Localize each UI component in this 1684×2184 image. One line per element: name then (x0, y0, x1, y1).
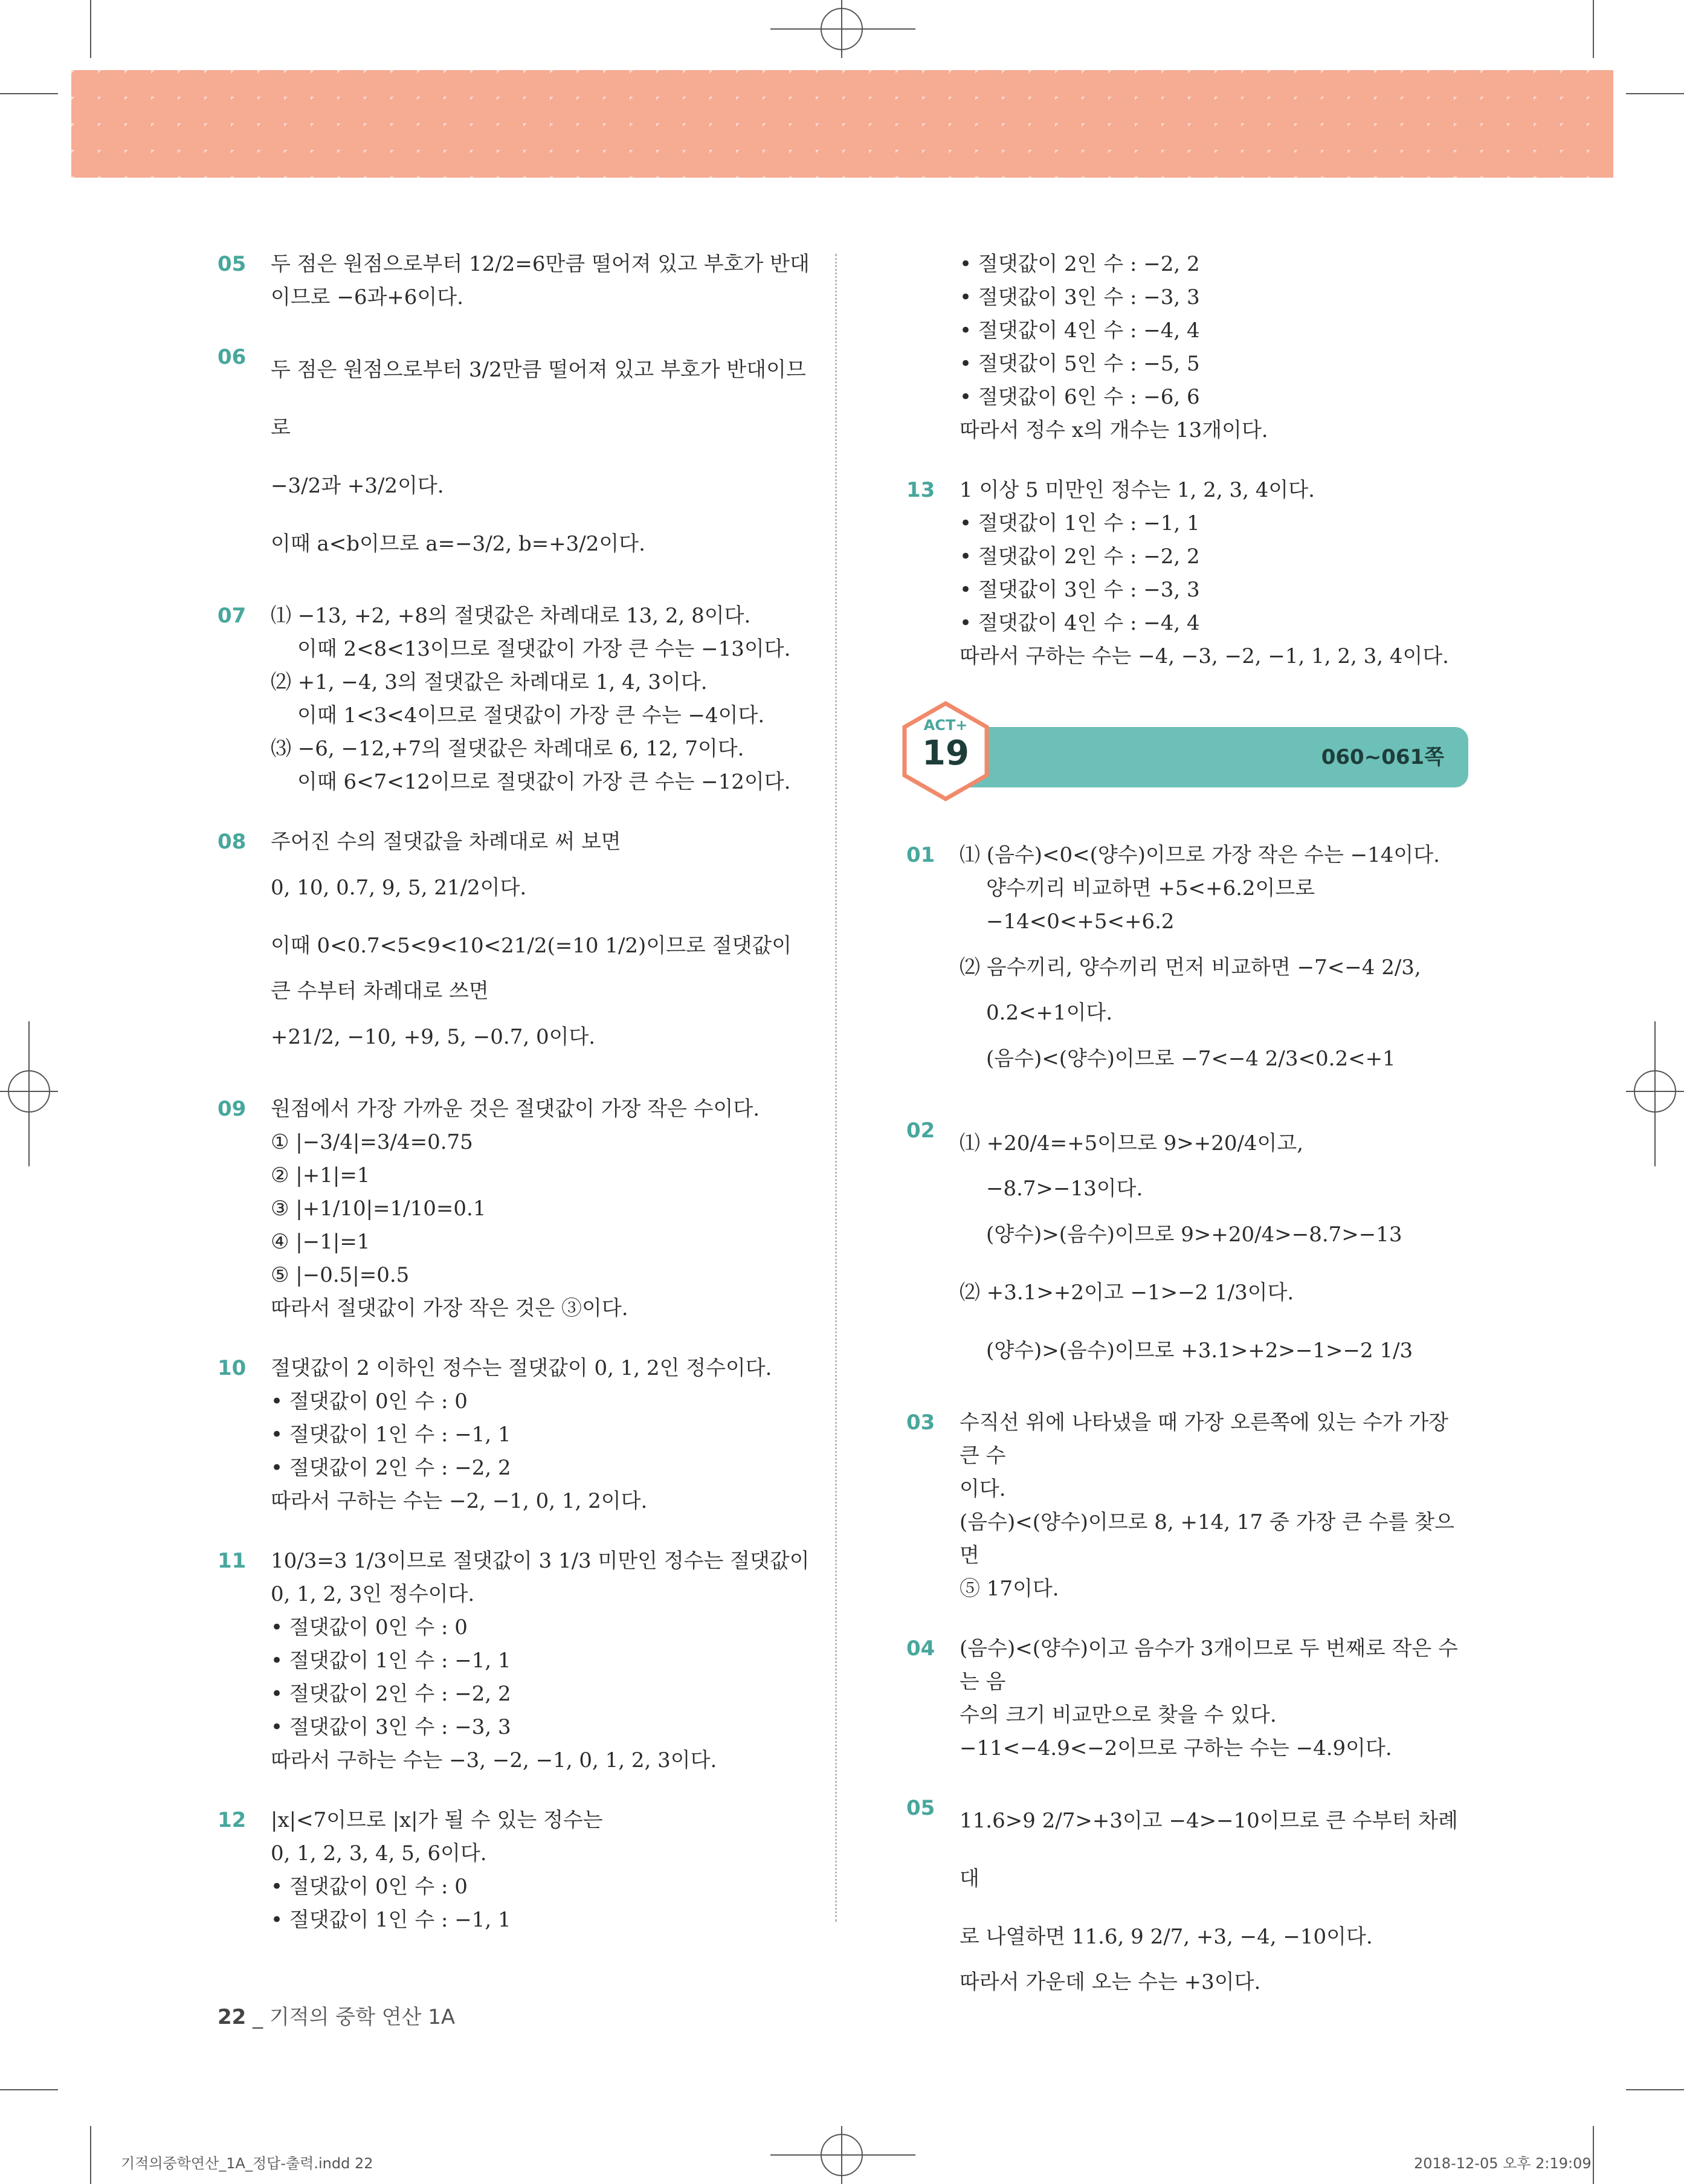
solution-line: • 절댓값이 1인 수 : −1, 1 (271, 1423, 511, 1447)
solution-line: 10/3=3 1/3이므로 절댓값이 3 1/3 미만인 정수는 절댓값이 (271, 1549, 810, 1573)
solution-line: |x|<7이므로 |x|가 될 수 있는 정수는 (271, 1808, 603, 1832)
footer-separator: _ (253, 2005, 263, 2029)
solution-line: 이때 6<7<12이므로 절댓값이 가장 큰 수는 −12이다. (297, 770, 791, 794)
header-band (71, 70, 1613, 178)
solution-line: ⑤ 17이다. (960, 1577, 1059, 1601)
problem-13 (906, 474, 1468, 673)
solution-line: 따라서 구하는 수는 −3, −2, −1, 0, 1, 2, 3이다. (271, 1748, 717, 1772)
problem-08 (218, 825, 822, 1066)
solution-line: 이때 0<0.7<5<9<10<21/2(=10 1/2)이므로 절댓값이 (271, 934, 792, 958)
solution-line: • 절댓값이 0인 수 : 0 (271, 1615, 468, 1640)
solution-line: ① |−3/4|=3/4=0.75 (271, 1130, 473, 1154)
solution-line: • 절댓값이 3인 수 : −3, 3 (960, 578, 1200, 602)
solution-line: 양수끼리 비교하면 +5<+6.2이므로 (986, 876, 1315, 900)
problem-06 (218, 341, 822, 573)
problem-number: 10 (218, 1356, 247, 1380)
problem-number: 13 (906, 478, 935, 502)
problem-number: 01 (906, 843, 935, 867)
solution-line: ④ |−1|=1 (271, 1230, 370, 1254)
solution-line: (음수)<(양수)이므로 8, +14, 17 중 가장 큰 수를 찾으면 (960, 1510, 1454, 1568)
solution-line: • 절댓값이 4인 수 : −4, 4 (960, 611, 1200, 635)
problem-act-04 (906, 1632, 1468, 1765)
solution-line: ⑴ (음수)<0<(양수)이므로 가장 작은 수는 −14이다. (960, 843, 1440, 867)
solution-line: (음수)<(양수)이고 음수가 3개이므로 두 번째로 작은 수는 음 (960, 1636, 1458, 1694)
solution-line: • 절댓값이 1인 수 : −1, 1 (271, 1649, 511, 1673)
problem-12 (218, 1804, 822, 1937)
problem-number: 05 (218, 252, 247, 276)
act-label: ACT+ (923, 717, 968, 734)
act-page-range: 060~061쪽 (1321, 745, 1444, 769)
solution-line: ⑴ +20/4=+5이므로 9>+20/4이고, (960, 1131, 1304, 1155)
solution-line: 0.2<+1이다. (986, 1001, 1113, 1025)
solution-line: 0, 1, 2, 3, 4, 5, 6이다. (271, 1841, 487, 1866)
solution-line: 수직선 위에 나타냈을 때 가장 오른쪽에 있는 수가 가장 큰 수 (960, 1410, 1449, 1468)
print-slug-datetime: 2018-12-05 오후 2:19:09 (1414, 2155, 1592, 2172)
solution-line: 원점에서 가장 가까운 것은 절댓값이 가장 작은 수이다. (271, 1097, 760, 1121)
problem-number: 02 (906, 1119, 935, 1143)
solution-line: ⑤ |−0.5|=0.5 (271, 1263, 410, 1287)
solution-line: ③ |+1/10|=1/10=0.1 (271, 1197, 486, 1221)
solution-line: −11<−4.9<−2이므로 구하는 수는 −4.9이다. (960, 1736, 1392, 1760)
problem-act-02 (906, 1114, 1468, 1380)
solution-line: 두 점은 원점으로부터 3/2만큼 떨어져 있고 부호가 반대이므로 (271, 358, 806, 440)
problem-number: 06 (218, 345, 247, 369)
solution-line: +21/2, −10, +9, 5, −0.7, 0이다. (271, 1025, 596, 1049)
act-number: 19 (922, 734, 969, 773)
problem-number: 09 (218, 1097, 247, 1121)
solution-line: 이때 1<3<4이므로 절댓값이 가장 큰 수는 −4이다. (297, 703, 765, 728)
solution-line: 따라서 정수 x의 개수는 13개이다. (960, 418, 1268, 442)
solution-line: 두 점은 원점으로부터 12/2=6만큼 떨어져 있고 부호가 반대 (271, 252, 810, 276)
solution-line: 로 나열하면 11.6, 9 2/7, +3, −4, −10이다. (960, 1925, 1373, 1949)
solution-line: 절댓값이 2 이하인 정수는 절댓값이 0, 1, 2인 정수이다. (271, 1356, 772, 1380)
problem-05 (218, 248, 822, 314)
left-column (218, 248, 822, 1963)
problem-number: 03 (906, 1410, 935, 1435)
solution-line: 따라서 구하는 수는 −2, −1, 0, 1, 2이다. (271, 1489, 648, 1513)
act-bar (949, 727, 1468, 787)
solution-line: • 절댓값이 0인 수 : 0 (271, 1875, 468, 1899)
solution-line: ⑵ 음수끼리, 양수끼리 먼저 비교하면 −7<−4 2/3, (960, 955, 1421, 980)
solution-line: 주어진 수의 절댓값을 차례대로 써 보면 (271, 830, 621, 854)
solution-line: • 절댓값이 0인 수 : 0 (271, 1389, 468, 1413)
solution-line: 이때 a<b이므로 a=−3/2, b=+3/2이다. (271, 532, 645, 556)
problem-number: 07 (218, 604, 247, 628)
solution-line: • 절댓값이 3인 수 : −3, 3 (271, 1715, 511, 1739)
solution-line: • 절댓값이 6인 수 : −6, 6 (960, 385, 1200, 409)
problem-number: 08 (218, 830, 247, 854)
problem-number: 05 (906, 1796, 935, 1820)
solution-line: ② |+1|=1 (271, 1163, 370, 1187)
solution-line: • 절댓값이 2인 수 : −2, 2 (271, 1682, 511, 1706)
solution-line: 따라서 절댓값이 가장 작은 것은 ③이다. (271, 1296, 628, 1320)
solution-line: 따라서 구하는 수는 −4, −3, −2, −1, 1, 2, 3, 4이다. (960, 644, 1449, 668)
solution-line: −8.7>−13이다. (986, 1177, 1143, 1201)
problem-number: 11 (218, 1549, 247, 1573)
solution-line: 11.6>9 2/7>+3이고 −4>−10이므로 큰 수부터 차례대 (960, 1809, 1458, 1891)
print-slug-file: 기적의중학연산_1A_정답-출력.indd 22 (121, 2155, 373, 2172)
problem-number: 12 (218, 1808, 247, 1832)
solution-line: 수의 크기 비교만으로 찾을 수 있다. (960, 1703, 1277, 1727)
page-footer (218, 2000, 455, 2030)
solution-line: • 절댓값이 4인 수 : −4, 4 (960, 318, 1200, 343)
solution-line: (양수)>(음수)이므로 +3.1>+2>−1>−2 1/3 (986, 1339, 1413, 1363)
column-divider (835, 254, 837, 1922)
problem-07 (218, 599, 822, 799)
problem-12-continued (906, 248, 1468, 447)
problem-act-05 (906, 1792, 1468, 1999)
page-number: 22 (218, 2005, 247, 2029)
solution-line: (음수)<(양수)이므로 −7<−4 2/3<0.2<+1 (986, 1047, 1396, 1071)
solution-line: • 절댓값이 1인 수 : −1, 1 (960, 511, 1200, 535)
solution-line: • 절댓값이 2인 수 : −2, 2 (960, 544, 1200, 569)
solution-line: • 절댓값이 3인 수 : −3, 3 (960, 285, 1200, 309)
solution-line: • 절댓값이 1인 수 : −1, 1 (271, 1908, 511, 1932)
problem-act-03 (906, 1406, 1468, 1606)
solution-line: (양수)>(음수)이므로 9>+20/4>−8.7>−13 (986, 1223, 1402, 1247)
solution-line: 0, 10, 0.7, 9, 5, 21/2이다. (271, 876, 527, 900)
solution-line: • 절댓값이 5인 수 : −5, 5 (960, 352, 1200, 376)
solution-line: 이므로 −6과+6이다. (271, 285, 463, 309)
solution-line: ⑵ +3.1>+2이고 −1>−2 1/3이다. (960, 1281, 1294, 1305)
solution-line: • 절댓값이 2인 수 : −2, 2 (271, 1456, 511, 1480)
problem-number: 04 (906, 1636, 935, 1661)
right-column (906, 248, 1468, 2026)
book-title: 기적의 중학 연산 1A (269, 2005, 456, 2029)
solution-line: 1 이상 5 미만인 정수는 1, 2, 3, 4이다. (960, 478, 1315, 502)
solution-line: ⑴ −13, +2, +8의 절댓값은 차례대로 13, 2, 8이다. (271, 604, 751, 628)
solution-line: ⑶ −6, −12,+7의 절댓값은 차례대로 6, 12, 7이다. (271, 737, 744, 761)
problem-act-01 (906, 839, 1468, 1088)
solution-line: 이때 2<8<13이므로 절댓값이 가장 큰 수는 −13이다. (297, 637, 791, 661)
solution-line: −3/2과 +3/2이다. (271, 474, 444, 498)
problem-11 (218, 1545, 822, 1777)
solution-line: 따라서 가운데 오는 수는 +3이다. (960, 1970, 1261, 1994)
solution-line: 이다. (960, 1477, 1006, 1501)
problem-10 (218, 1352, 822, 1518)
act-section-header (900, 700, 1468, 803)
solution-line: • 절댓값이 2인 수 : −2, 2 (960, 252, 1200, 276)
solution-line: ⑵ +1, −4, 3의 절댓값은 차례대로 1, 4, 3이다. (271, 670, 708, 694)
problem-09 (218, 1093, 822, 1325)
solution-line: 0, 1, 2, 3인 정수이다. (271, 1582, 475, 1606)
solution-line: −14<0<+5<+6.2 (986, 909, 1175, 934)
solution-line: 큰 수부터 차례대로 쓰면 (271, 979, 489, 1003)
